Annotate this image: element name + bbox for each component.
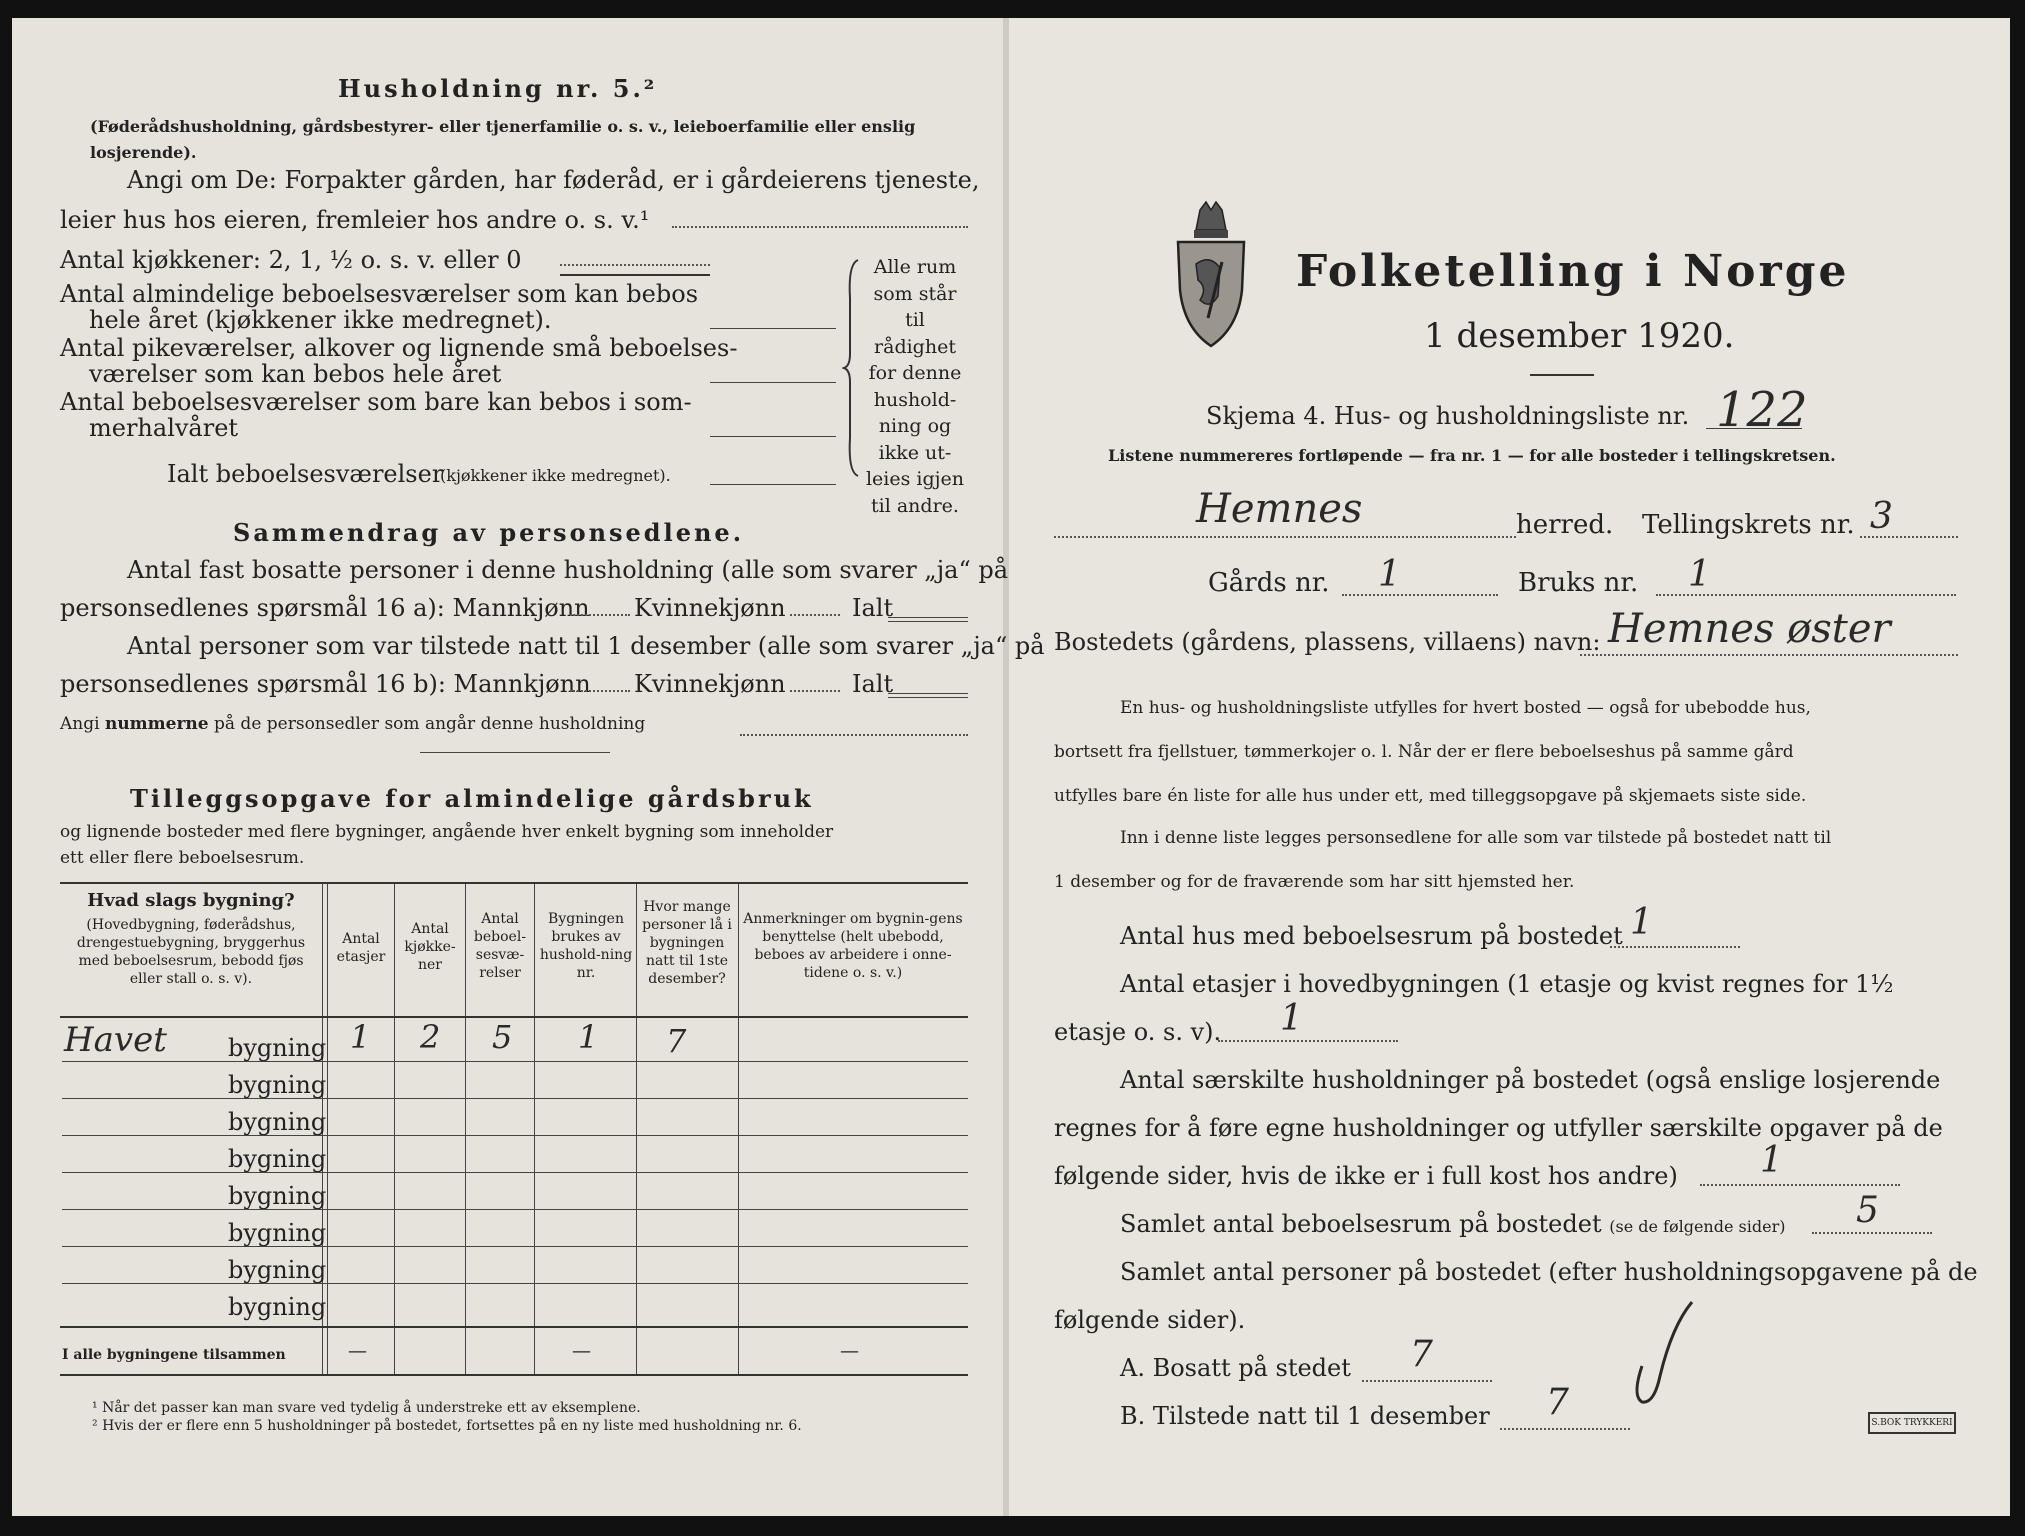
rooms-ordinary-1: Antal almindelige beboelsesværelser som kan bebos [60, 280, 699, 308]
instruction-4: Inn i denne liste legges personsedlene for alle som var tilstede på bostedet natt til [1120, 828, 1832, 848]
question-husholdninger-1: Antal særskilte husholdninger på bostedet (også enslige losjerende [1120, 1066, 1941, 1094]
document-title: Folketelling i Norge [1296, 246, 1850, 297]
col7-header: Anmerkninger om bygnin-gens benyttelse (helt ubebodd, beboes av arbeidere i onne-tidene o. s. v.) [743, 911, 963, 981]
numbering-note: Listene nummereres fortløpende — fra nr. 1 — for alle bosteder i tellingskretsen. [1108, 446, 1836, 465]
summary-2-total-label: Ialt [852, 670, 894, 698]
summary-1-male-line[interactable] [570, 614, 630, 616]
herred-value[interactable]: Hemnes [1196, 486, 1363, 532]
question-etasjer-1: Antal etasjer i hovedbygningen (1 etasje og kvist regnes for 1½ [1120, 970, 1894, 998]
row-line [62, 1246, 968, 1247]
summary-2a: Antal personer som var tilstede natt til 1 desember (alle som svarer „ja“ på [127, 632, 1045, 660]
rooms-side-note: Alle rum som står til rådighet for denne hushold- ning og ikke ut- leies igjen til andre. [865, 256, 965, 517]
table-header-border [60, 1016, 968, 1018]
question-husholdninger-3: følgende sider, hvis de ikke er i full kost hos andre) [1054, 1162, 1678, 1190]
angi-numbers-line[interactable] [740, 734, 968, 736]
gards-value[interactable]: 1 [1378, 554, 1401, 595]
answer-etasjer-line [1218, 1040, 1398, 1042]
rooms-small-1: Antal pikeværelser, alkover og lignende små beboelses- [60, 334, 738, 362]
left-page [12, 18, 1009, 1516]
question-rum: Samlet antal beboelsesrum på bostedet (se de følgende sider) [1120, 1210, 1786, 1238]
gards-line [1342, 594, 1498, 596]
rooms-total: Ialt beboelsesværelser [167, 460, 444, 488]
bosted-value[interactable]: Hemnes øster [1608, 606, 1891, 652]
instruction-1: En hus- og husholdningsliste utfylles for hvert bosted — også for ubebodde hus, [1120, 698, 1811, 718]
schema-number[interactable]: 122 [1716, 382, 1808, 438]
row-label: bygning [228, 1071, 327, 1099]
row-line [62, 1098, 968, 1099]
total-anmerkninger: — [840, 1340, 859, 1362]
title-divider [1530, 374, 1594, 376]
bosted-label: Bostedets (gårdens, plassens, villaens) navn: [1054, 628, 1601, 656]
question-bosatt: A. Bosatt på stedet [1120, 1354, 1351, 1382]
question-personer-2: følgende sider). [1054, 1306, 1246, 1334]
summary-2b: personsedlenes spørsmål 16 b): Mannkjønn [60, 670, 591, 698]
section-divider [420, 752, 610, 753]
row-line [62, 1172, 968, 1173]
footnote-2: ² Hvis der er flere enn 5 husholdninger på bostedet, fortsettes på en ny liste med husholdning nr. 6. [92, 1418, 802, 1434]
schema-number-line [1706, 428, 1802, 429]
summary-2-male-line[interactable] [570, 690, 630, 692]
table-total-border [60, 1326, 968, 1328]
rooms-summer-2: merhalvåret [89, 414, 239, 442]
printer-stamp: S.BOK TRYKKERI [1868, 1412, 1956, 1434]
summary-title: Sammendrag av personsedlene. [233, 518, 745, 547]
schema-label: Skjema 4. Hus- og husholdningsliste nr. [1206, 402, 1690, 430]
answer-hus-line [1610, 946, 1740, 948]
answer-husholdninger[interactable]: 1 [1760, 1140, 1783, 1181]
table-col-divider [327, 884, 328, 1374]
total-husholdning: — [572, 1340, 591, 1362]
summary-1-total-label: Ialt [852, 594, 894, 622]
tellingskrets-label: Tellingskrets nr. [1642, 510, 1855, 540]
tellingskrets-line [1860, 536, 1958, 538]
tellingskrets-value[interactable]: 3 [1870, 496, 1893, 537]
summary-1-total-line[interactable] [888, 617, 968, 622]
row1-building-type[interactable]: Havet [64, 1020, 167, 1060]
answer-husholdninger-line [1700, 1184, 1900, 1186]
table-col-divider [738, 884, 739, 1374]
supplement-sub2: ett eller flere beboelsesrum. [60, 848, 305, 868]
household-subtitle: (Føderådshusholdning, gårdsbestyrer- eller tjenerfamilie o. s. v., leieboerfamilie eller enslig losjerende). [90, 117, 916, 162]
angi-numbers: Angi nummerne på de personsedler som angår denne husholdning [60, 714, 646, 734]
rooms-total-note: (kjøkkener ikke medregnet). [440, 466, 671, 485]
row-label: bygning [228, 1145, 327, 1173]
row-line [62, 1283, 968, 1284]
instruction-2: bortsett fra fjellstuer, tømmerkojer o. l. Når der er flere beboelseshus på samme gård [1054, 742, 1794, 762]
question-personer-1: Samlet antal personer på bostedet (efter husholdningsopgavene på de [1120, 1258, 1978, 1286]
row-line [62, 1135, 968, 1136]
answer-tilstede-line [1500, 1428, 1630, 1430]
col1-title: Hvad slags bygning? [87, 890, 295, 911]
row-line [62, 1209, 968, 1210]
small-answer-line[interactable] [710, 382, 836, 383]
bruks-line [1656, 594, 1956, 596]
answer-rum-line [1812, 1232, 1932, 1234]
question-etasjer-2: etasje o. s. v). [1054, 1018, 1222, 1046]
right-page [1006, 18, 2010, 1516]
angi-line1: Angi om De: Forpakter gården, har føderåd, er i gårdeierens tjeneste, [127, 166, 980, 194]
col4-header: Antal beboel-sesvæ-relser [473, 911, 527, 981]
table-top-border [60, 882, 968, 884]
row1-personer[interactable]: 7 [666, 1022, 687, 1060]
rooms-ordinary-2: hele året (kjøkkener ikke medregnet). [89, 306, 552, 334]
summary-2-female-line[interactable] [790, 690, 840, 692]
gards-label: Gårds nr. [1208, 568, 1330, 598]
rooms-brace [842, 258, 862, 478]
row1-kjokkener[interactable]: 2 [420, 1018, 441, 1056]
supplement-sub1: og lignende bosteder med flere bygninger, angående hver enkelt bygning som inneholder [60, 822, 834, 842]
row-label: bygning [228, 1182, 327, 1210]
row-line [62, 1061, 968, 1062]
kitchens-dots [560, 264, 710, 266]
summary-1b: personsedlenes spørsmål 16 a): Mannkjønn [60, 594, 590, 622]
herred-line [1054, 536, 1516, 538]
herred-label: herred. [1516, 510, 1614, 540]
row-label: bygning [228, 1293, 327, 1321]
summary-1-female-line[interactable] [790, 614, 840, 616]
household-title: Husholdning nr. 5.² [338, 74, 658, 103]
answer-rum[interactable]: 5 [1856, 1190, 1879, 1231]
angi-answer-line[interactable] [672, 226, 968, 228]
norway-coat-of-arms-icon [1170, 200, 1252, 350]
kitchens-answer-line[interactable] [560, 274, 710, 276]
bosted-line [1580, 654, 1958, 656]
summary-2-total-line[interactable] [888, 693, 968, 698]
row1-husholdning[interactable]: 1 [578, 1018, 599, 1056]
rooms-small-2: værelser som kan bebos hele året [89, 360, 502, 388]
row-label: bygning [228, 1219, 327, 1247]
census-date: 1 desember 1920. [1424, 316, 1735, 356]
col1-subtitle: (Hovedbygning, føderådshus, drengestuebygning, bryggerhus med beboelsesrum, bebodd fjøs eller stall o. s. v). [76, 917, 306, 987]
instruction-3: utfylles bare én liste for alle hus under ett, med tilleggsopgave på skjemaets siste side. [1054, 786, 1807, 806]
rooms-kitchens: Antal kjøkkener: 2, 1, ½ o. s. v. eller 0 [60, 246, 522, 274]
question-husholdninger-2: regnes for å føre egne husholdninger og utfyller særskilte opgaver på de [1054, 1114, 1943, 1142]
answer-tilstede[interactable]: 7 [1546, 1382, 1569, 1423]
col3-header: Antal kjøkke-ner [404, 921, 456, 973]
check-mark-icon [1628, 1296, 1698, 1416]
answer-bosatt[interactable]: 7 [1410, 1334, 1433, 1375]
row-label: bygning [228, 1034, 327, 1062]
summary-1a: Antal fast bosatte personer i denne husholdning (alle som svarer „ja“ på [127, 556, 1009, 584]
summer-answer-line[interactable] [710, 436, 836, 437]
col2-header: Antal etasjer [336, 931, 386, 965]
row-label: bygning [228, 1256, 327, 1284]
answer-hus[interactable]: 1 [1630, 902, 1653, 943]
question-tilstede: B. Tilstede natt til 1 desember [1120, 1402, 1490, 1430]
bruks-label: Bruks nr. [1518, 568, 1639, 598]
total-answer-line[interactable] [710, 484, 836, 485]
table-col-divider [636, 884, 637, 1374]
table-col-divider [534, 884, 535, 1374]
row-label: bygning [228, 1108, 327, 1136]
col5-header: Bygningen brukes av hushold-ning nr. [539, 911, 633, 981]
angi-line2: leier hus hos eieren, fremleier hos andre o. s. v.¹ [60, 206, 650, 234]
rooms-summer-1: Antal beboelsesværelser som bare kan bebos i som- [60, 388, 692, 416]
ordinary-answer-line[interactable] [710, 328, 836, 329]
row1-etasjer[interactable]: 1 [350, 1018, 371, 1056]
table-total-label: I alle bygningene tilsammen [62, 1347, 286, 1363]
supplement-title: Tilleggsopgave for almindelige gårdsbruk [130, 784, 814, 813]
instruction-5: 1 desember og for de fraværende som har sitt hjemsted her. [1054, 872, 1575, 892]
summary-1-female-label: Kvinnekjønn [634, 594, 786, 622]
col6-header: Hvor mange personer lå i bygningen natt til 1ste desember? [642, 899, 732, 987]
answer-bosatt-line [1362, 1380, 1492, 1382]
table-col-divider [465, 884, 466, 1374]
row1-vaerelser[interactable]: 5 [492, 1018, 513, 1056]
bruks-value[interactable]: 1 [1688, 554, 1711, 595]
table-col-divider [394, 884, 395, 1374]
page-fold [1003, 18, 1009, 1516]
total-etasjer: — [348, 1340, 367, 1362]
footnote-1: ¹ Når det passer kan man svare ved tydelig å understreke ett av eksemplene. [92, 1400, 641, 1416]
question-hus: Antal hus med beboelsesrum på bostedet [1120, 922, 1623, 950]
table-bottom-border [60, 1374, 968, 1376]
summary-2-female-label: Kvinnekjønn [634, 670, 786, 698]
answer-etasjer[interactable]: 1 [1280, 998, 1303, 1039]
